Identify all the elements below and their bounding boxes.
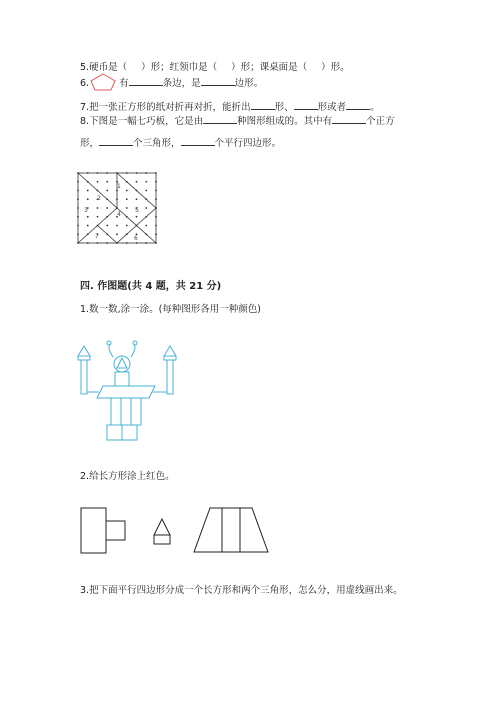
answer-blank[interactable] xyxy=(346,100,370,110)
robot-leg-left xyxy=(111,398,121,425)
grid-dot xyxy=(106,181,108,183)
robot-face-triangle xyxy=(117,358,127,368)
tangram-label: 3 xyxy=(84,207,88,214)
robot-neck xyxy=(115,372,129,386)
grid-dot xyxy=(106,207,108,209)
question-7-text-3: 形或者 xyxy=(317,102,347,113)
question-6-text-1: 有 xyxy=(119,78,129,89)
robot-arm-left xyxy=(81,360,87,394)
grid-dot xyxy=(145,207,147,209)
question-8-text-4: 形， xyxy=(80,138,100,149)
grid-dot xyxy=(87,216,89,218)
question-8-text-6: 个平行四边形。 xyxy=(214,138,282,149)
robot-leg-middle xyxy=(121,398,131,425)
triangle-shape xyxy=(154,519,170,535)
square-shape xyxy=(106,521,125,540)
antenna-right xyxy=(131,344,135,357)
question-8-text-1: 8.下图是一幅七巧板，它是由 xyxy=(80,116,204,127)
pentagon-icon xyxy=(90,73,116,91)
grid-dot xyxy=(97,207,99,209)
grid-dot xyxy=(106,190,108,192)
grid-dot xyxy=(87,225,89,227)
grid-dot xyxy=(136,198,138,200)
answer-blank[interactable] xyxy=(99,136,133,146)
tangram-label: 1 xyxy=(117,183,121,190)
small-rectangle-shape xyxy=(154,535,170,544)
grid-dot xyxy=(106,225,108,227)
question-7-text-2: 形、 xyxy=(274,102,294,113)
section-title: 四. 作图题(共 4 题，共 21 分) xyxy=(80,281,222,292)
grid-dot xyxy=(136,181,138,183)
problem-3: 3.把下面平行四边形分成一个长方形和两个三角形，怎么分，用虚线画出来。 xyxy=(80,585,403,596)
problem-2: 2.给长方形涂上红色。 xyxy=(80,471,175,482)
antenna-left xyxy=(109,344,113,357)
question-5-number: 5. xyxy=(80,62,90,73)
tangram-figure xyxy=(77,172,159,246)
question-6-text-3: 边形。 xyxy=(234,78,264,89)
robot-figure xyxy=(73,340,183,444)
robot-body xyxy=(97,386,155,398)
grid-dot xyxy=(126,207,128,209)
robot-foot-right xyxy=(122,425,137,440)
grid-dot xyxy=(116,225,118,227)
grid-dot xyxy=(136,216,138,218)
robot-leg-right xyxy=(131,398,141,425)
shapes-figure xyxy=(80,507,280,557)
grid-dot xyxy=(116,233,118,235)
question-5-text-3: ）形；课桌面是（ xyxy=(231,62,308,73)
question-8-text-3: 个正方 xyxy=(366,116,395,127)
answer-blank[interactable] xyxy=(251,100,275,110)
question-5-text-1: 硬币是（ xyxy=(89,62,128,73)
question-6-text-2: 条边，是 xyxy=(162,78,201,89)
question-5-text-2: ）形；红领巾是（ xyxy=(141,62,218,73)
question-7-text-1: 7.把一张正方形的纸对折再对折，能折出 xyxy=(80,102,251,113)
grid-dot xyxy=(145,190,147,192)
grid-dot xyxy=(145,225,147,227)
grid-dot xyxy=(87,198,89,200)
question-7-text-4: 。 xyxy=(370,102,380,113)
answer-blank[interactable] xyxy=(181,136,215,146)
answer-blank[interactable] xyxy=(203,114,237,124)
grid-dot xyxy=(126,190,128,192)
tangram-label: 7 xyxy=(95,233,99,240)
grid-dot xyxy=(145,181,147,183)
question-8-text-5: 个三角形， xyxy=(133,138,181,149)
robot-hand-left xyxy=(78,346,90,356)
grid-dot xyxy=(126,225,128,227)
answer-blank[interactable] xyxy=(201,76,235,86)
question-8-line-1 xyxy=(80,114,395,128)
robot-cuff-left xyxy=(78,356,90,360)
grid-dot xyxy=(97,216,99,218)
problem-1: 1.数一数,涂一涂。(每种图形各用一种颜色) xyxy=(80,304,261,315)
tall-rectangle-shape xyxy=(81,508,106,553)
robot-arm-right xyxy=(167,360,173,394)
tangram-label: 6 xyxy=(134,235,138,242)
question-8-line-2 xyxy=(80,136,281,150)
tangram-label: 2 xyxy=(97,195,101,202)
tangram-label: 4 xyxy=(117,211,121,218)
answer-blank[interactable] xyxy=(129,76,163,86)
robot-cuff-right xyxy=(164,356,176,360)
robot-hand-right xyxy=(164,346,176,356)
robot-foot-left xyxy=(107,425,122,440)
question-7 xyxy=(80,100,380,114)
answer-blank[interactable] xyxy=(332,114,366,124)
question-5 xyxy=(80,62,350,74)
question-6-number: 6. xyxy=(80,78,90,89)
tangram-label: 5 xyxy=(135,207,139,214)
answer-blank[interactable] xyxy=(294,100,318,110)
grid-dot xyxy=(87,190,89,192)
question-5-text-4: ）形。 xyxy=(321,62,350,73)
antenna-ball-right xyxy=(133,341,137,345)
grid-dot xyxy=(97,181,99,183)
question-8-text-2: 种图形组成的。其中有 xyxy=(237,116,333,127)
antenna-ball-left xyxy=(107,341,111,345)
grid-dot xyxy=(126,198,128,200)
trapezoid-shape xyxy=(194,508,268,552)
